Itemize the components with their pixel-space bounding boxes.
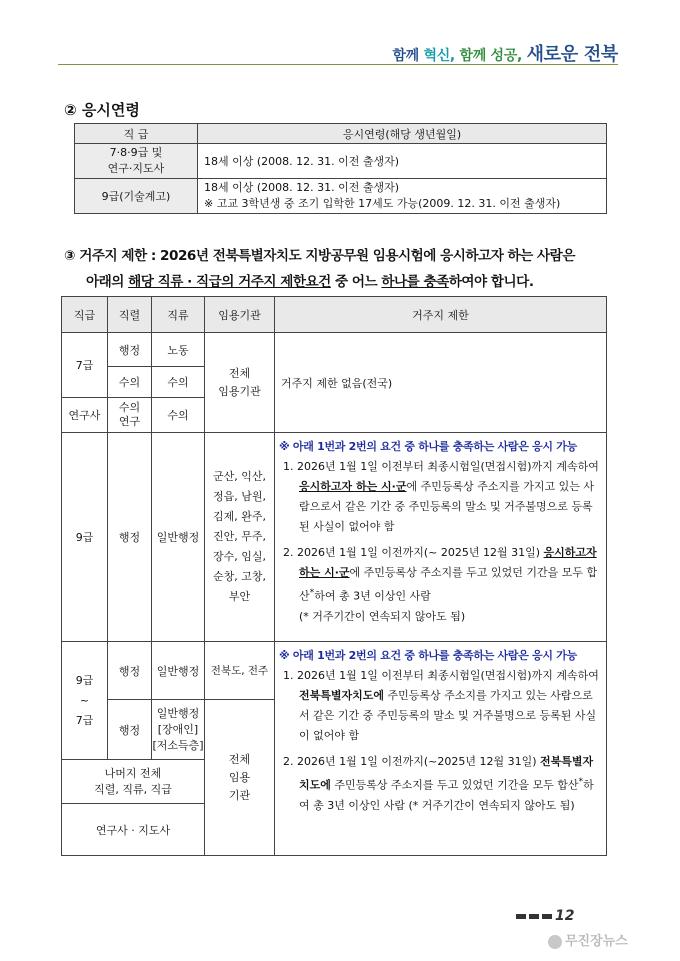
section3-underline-2: 하나를 충족 [381,274,449,290]
table-row [62,333,607,367]
age-table-header-grade: 직 급 [75,124,198,144]
item2-text-a: 2. 2026년 1월 1일 이전까지(~2025년 12월 31일) [283,755,541,768]
agency-line1: 전체 [228,752,251,766]
series-cell [108,398,152,433]
restriction-item-2-note: (* 거주기간이 연속되지 않아도 됨) [299,609,466,623]
series-cell: 행정 [108,333,152,367]
class-cell: 노동 [152,333,205,367]
rest-series-cell [62,760,205,804]
section3-text-b: 중 어느 [330,274,382,290]
rest-line1: 나머지 전체 [104,766,162,780]
section3-title: ③ 거주지 제한 : 2026년 전북특별자치도 지방공무원 임용시험에 응시하고자 하는 사람은 [64,248,575,264]
slogan-part-4: 새로운 전북 [526,44,618,65]
item2-text-a: 2. 2026년 1월 1일 이전까지(~ 2025년 12월 31일) [283,546,544,559]
item1-text-a: 1. 2026년 1월 1일 이전부터 최종시험일(면접시험)까지 계속하여 [283,460,599,473]
agency-cell [205,333,275,433]
watermark-logo-icon [548,935,562,949]
agency-line: 정읍, 남원, [213,490,266,503]
class-cell: 수의 [152,367,205,398]
age-grade-line1: 7·8·9급 및 [109,146,163,159]
agency-line: 순창, 고창, [213,570,266,583]
class-line3: [저소득층] [152,738,204,752]
grade-line2: ~ [79,693,90,707]
agency-cell: 전북도, 전주 [205,642,275,700]
agency-line: 진안, 무주, [213,530,266,543]
slogan-part-2: 혁신, [423,48,460,64]
series-line1: 수의 [118,401,141,414]
restriction-cell [275,642,607,856]
agency-cell [205,433,275,642]
agency-line2: 임용 [228,770,251,784]
item2-text-c: 에 주민등록상 주소지를 두고 있었던 기간을 모두 합산 [299,566,598,603]
watermark-text: 무진장뉴스 [565,934,628,949]
class-cell: 일반행정 [152,433,205,642]
series-cell: 행정 [108,433,152,642]
series-cell: 행정 [108,642,152,700]
residency-header-agency: 임용기관 [205,297,275,333]
item2-text-d: 하여 총 3년 이상인 사람 (* 거주기간이 연속되지 않아도 됨) [299,778,594,812]
agency-line3: 기관 [228,788,251,802]
class-line1: 일반행정 [156,706,200,720]
grade-cell [62,642,108,760]
header-slogan [392,40,618,66]
item1-emphasis: 응시하고자 하는 시·군 [299,480,407,493]
section3-text-a: 아래의 [86,274,129,290]
item2-text-c: 주민등록상 주소지를 두고 있었던 기간을 모두 합산 [330,778,579,792]
slogan-part-3: 함께 성공, [459,48,527,64]
section3-underline-1: 해당 직류 · 직급의 거주지 제한요건 [128,274,331,290]
grade-line3: 7급 [75,713,94,727]
restriction-note: ※ 아래 1번과 2번의 요건 중 하나를 충족하는 사람은 응시 가능 [279,440,577,453]
agency-line1: 전체 [228,366,251,380]
grade-cell: 연구사 [62,398,108,433]
table-row [62,433,607,642]
class-cell: 수의 [152,398,205,433]
item2-emphasis: 응시하고자 하는 시·군 [299,546,597,579]
agency-line: 부안 [228,590,251,603]
item1-text-c: 에 주민등록상 주소지를 가지고 있는 사람으로서 같은 기간 중 주민등록의 말소 및 거주불명으로 등록된 사실이 없어야 함 [299,480,594,533]
footer-bar [516,914,526,919]
age-value-line1: 18세 이상 (2008. 12. 31. 이전 출생자) [204,155,400,168]
grade-line1: 9급 [75,673,94,687]
watermark [548,930,628,949]
residency-header-series: 직렬 [108,297,152,333]
section2-title: ② 응시연령 [64,101,140,119]
item2-text-d: 하여 총 3년 이상인 사람 [314,589,431,603]
age-value-line1: 18세 이상 (2008. 12. 31. 이전 출생자) [204,181,400,194]
age-table-header-age: 응시연령(해당 생년월일) [198,124,607,144]
agency-line: 장수, 임실, [213,550,266,563]
series-cell: 행정 [108,700,152,760]
page-number: 12 [555,908,575,924]
residency-table [61,296,607,856]
item2-star: * [578,776,584,787]
restriction-item-1 [279,457,603,537]
slogan-part-1: 함께 [392,48,424,64]
restriction-item-2 [279,543,603,607]
residency-header-restriction: 거주지 제한 [275,297,607,333]
age-grade-cell [75,144,198,179]
restriction-note: ※ 아래 1번과 2번의 요건 중 하나를 충족하는 사람은 응시 가능 [279,649,577,662]
research-cell: 연구사 · 지도사 [62,804,205,856]
item1-text-c: 주민등록상 주소지를 가지고 있는 사람으로서 같은 기간 중 주민등록의 말소 및 거주불명으로 등록된 사실이 없어야 함 [299,689,597,742]
footer-bar [542,914,552,919]
restriction-item-1 [279,666,603,746]
grade-cell: 9급 [62,433,108,642]
agency-line2: 임용기관 [218,384,261,398]
restriction-item-2 [279,752,603,816]
item2-star: * [309,587,315,598]
residency-header-grade: 직급 [62,297,108,333]
age-grade-line2: 연구·지도사 [107,162,165,175]
grade-cell: 7급 [62,333,108,398]
agency-cell [205,700,275,856]
footer-bar [529,914,539,919]
item1-emphasis: 전북특별자치도에 [299,689,385,702]
section3-subtitle [86,270,533,290]
residency-header-class: 직류 [152,297,205,333]
age-table [74,123,607,214]
rest-line2: 직렬, 직류, 직급 [94,782,172,796]
item2-emphasis: 전북특별자치도에 [299,755,594,792]
page-footer [516,908,574,924]
header-divider [58,64,618,65]
agency-line: 군산, 익산, [213,470,266,483]
class-cell: 일반행정 [152,642,205,700]
series-cell: 수의 [108,367,152,398]
class-cell [152,700,205,760]
age-grade-cell: 9급(기술계고) [75,179,198,214]
section3-text-c: 하여야 합니다. [448,274,534,290]
table-row [62,642,607,700]
age-value-line2: ※ 고교 3학년생 중 조기 입학한 17세도 가능(2009. 12. 31. 이전 출생자) [204,197,561,210]
age-value-cell [198,144,607,179]
restriction-cell: 거주지 제한 없음(전국) [275,333,607,433]
table-row [75,144,607,179]
series-line2: 연구 [118,415,141,428]
class-line2: [장애인] [157,722,199,736]
table-row [75,179,607,214]
agency-line: 김제, 완주, [213,510,266,523]
item1-text-a: 1. 2026년 1월 1일 이전부터 최종시험일(면접시험)까지 계속하여 [283,669,599,682]
restriction-cell [275,433,607,642]
age-value-cell [198,179,607,214]
